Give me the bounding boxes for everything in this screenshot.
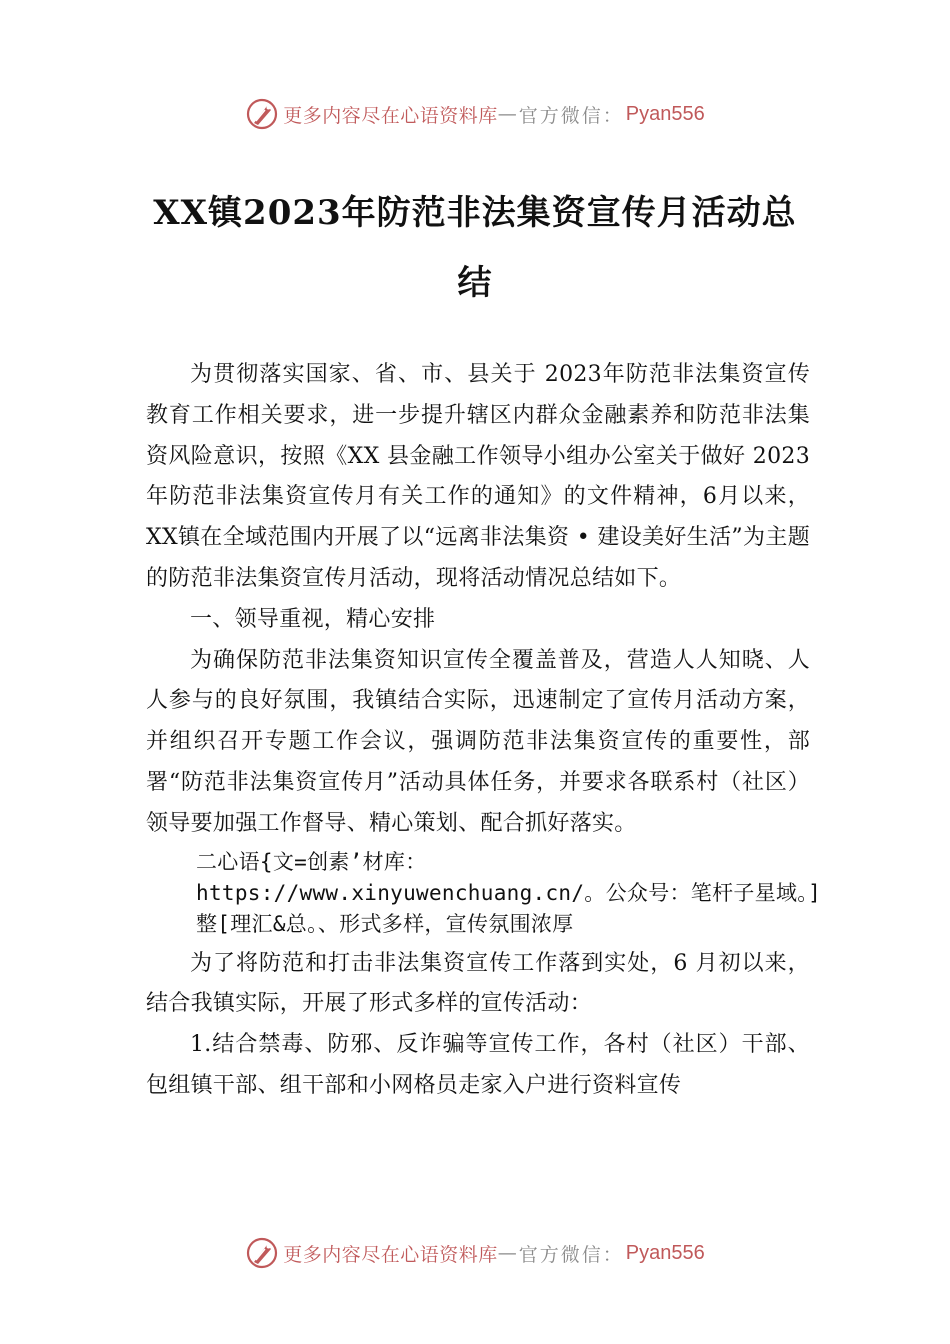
- footer-watermark: [0, 1233, 950, 1273]
- watermark-dash: —: [497, 103, 519, 125]
- watermark-brand: 更多内容尽在心语资料库: [283, 1243, 498, 1266]
- section-heading-2-with-inserted-text: 二心语{文=创素’材库：https://www.xinyuwenchuang.cn/。公众号：笔杆子星域。]整[理汇&总。、形式多样，宣传氛围浓厚: [196, 849, 822, 936]
- document-body: [146, 355, 822, 1107]
- watermark-contact-label: 官方微信：: [518, 104, 624, 127]
- header-watermark: [0, 94, 950, 134]
- section-heading-1: 一、领导重视，精心安排: [190, 606, 436, 632]
- watermark-brand: 更多内容尽在心语资料库: [283, 104, 498, 127]
- watermark-contact-label: 官方微信：: [518, 1243, 624, 1266]
- pen-nib-logo-icon: [245, 1236, 279, 1270]
- intro-paragraph: 为贯彻落实国家、省、市、县关于 2023年防范非法集资宣传教育工作相关要求，进一步提升辖区内群众金融素养和防范非法集资风险意识，按照《XX 县金融工作领导小组办公室关于做好 2023年防范非法集资宣传月有关工作的通知》的文件精神，6月以来，XX镇在全域范围内开展了以“远离非法集资 • 建设美好生活”为主题的防范非法集资宣传月活动，现将活动情况总结如下。: [146, 362, 810, 591]
- section-2-paragraph: 为了将防范和打击非法集资宣传工作落到实处，6 月初以来，结合我镇实际，开展了形式多样的宣传活动：: [146, 950, 810, 1017]
- watermark-dash: —: [497, 1242, 519, 1264]
- pen-nib-logo-icon: [245, 97, 279, 131]
- watermark-wechat-id: Pyan556: [625, 102, 705, 125]
- section-1-paragraph: 为确保防范非法集资知识宣传全覆盖普及，营造人人知晓、人人参与的良好氛围，我镇结合实际，迅速制定了宣传月活动方案，并组织召开专题工作会议，强调防范非法集资宣传的重要性，部署“防范非法集资宣传月”活动具体任务，并要求各联系村（社区）领导要加强工作督导、精心策划、配合抓好落实。: [146, 647, 810, 836]
- section-2-item-1: 1.结合禁毒、防邪、反诈骗等宣传工作，各村（社区）干部、包组镇干部、组干部和小网格员走家入户进行资料宣传: [146, 1032, 810, 1098]
- document-title: XX镇2023年防范非法集资宣传月活动总结: [153, 193, 797, 303]
- watermark-wechat-id: Pyan556: [625, 1241, 705, 1264]
